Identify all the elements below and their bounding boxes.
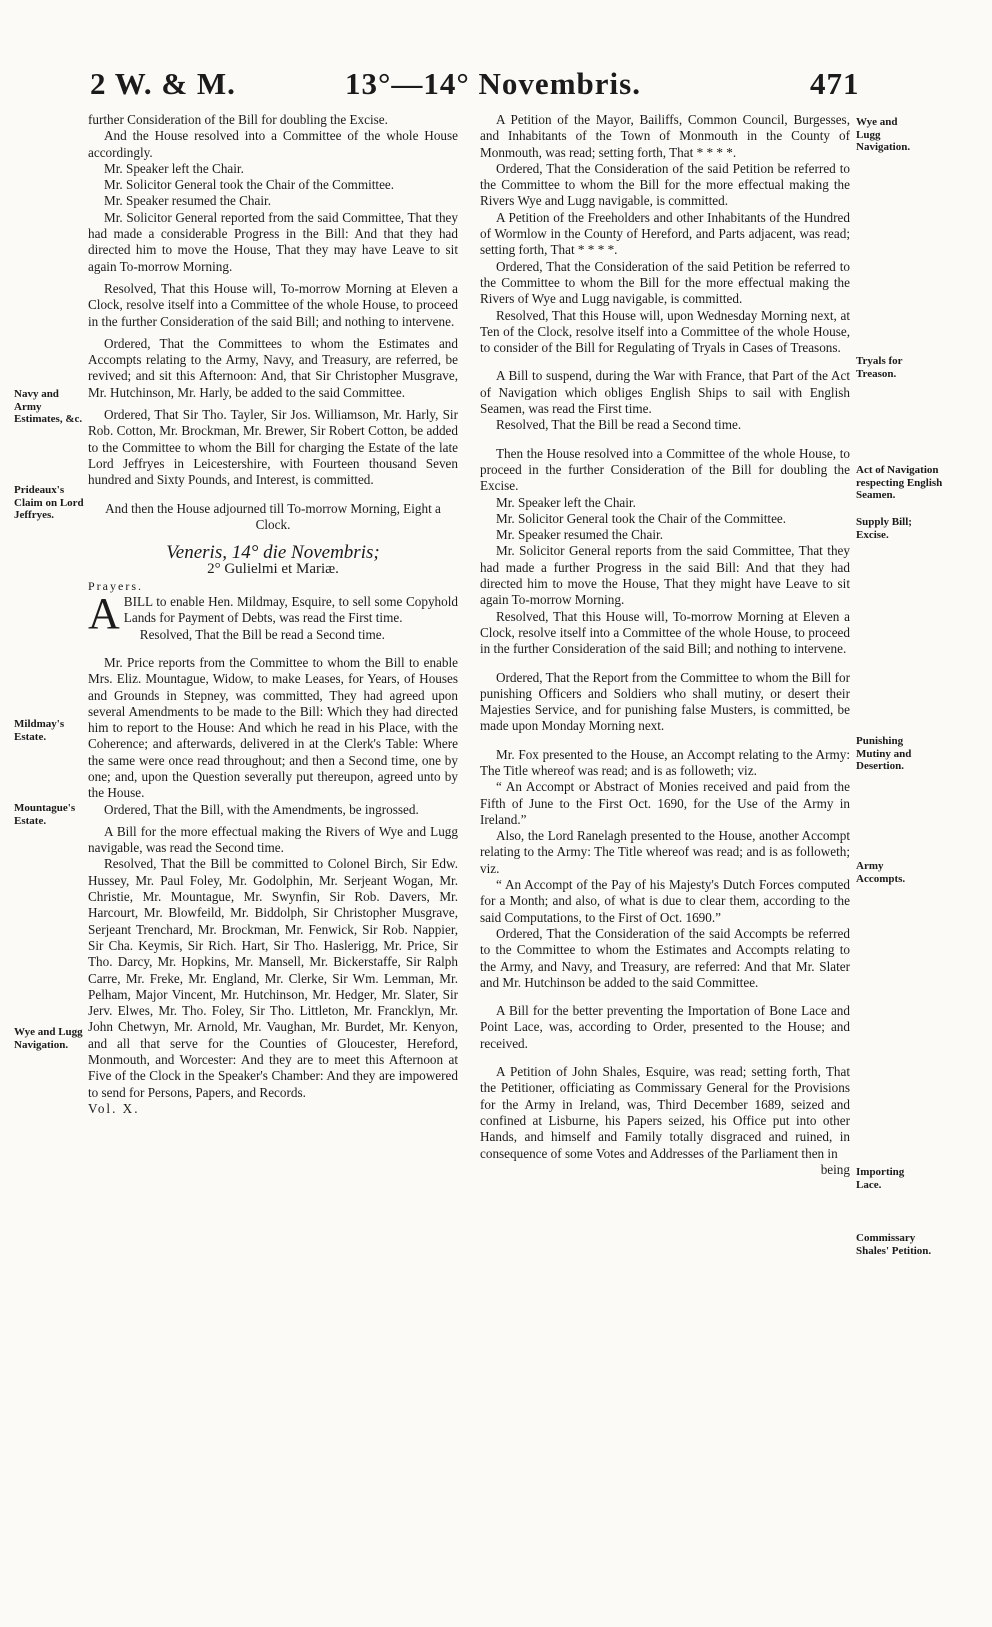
volume-marker: Vol. X. <box>88 1100 140 1116</box>
paragraph: Resolved, That the Bill be committed to Colonel Birch, Sir Edw. Hussey, Mr. Paul Foley, Mr. Godolphin, Mr. Serjeant Wogan, Mr. Christie, Mr. Mountague, Mr. Swynfin, Sir Rob. Davers, Mr. Harcourt, Mr. Blowfeild, Mr. Biddolph, Sir Christopher Musgrave, Serjeant Trenchard, Mr. Brockman, Mr. Fenwick, Sir Rob. Nappier, Sir Cha. Keymis, Sir Rich. Hart, Sir Tho. Haslerigg, Mr. Price, Sir Tho. Darcy, Mr. Hopkins, Mr. Mansell, Mr. Bickerstaffe, Sir Ralph Carre, Mr. Freke, Mr. England, Mr. Clerke, Sir Wm. Lemman, Mr. Pelham, Major Vincent, Mr. Hutchinson, Mr. Hedger, Mr. Slater, Sir Jerv. Elwes, Mr. Tho. Foley, Sir Tho. Littleton, Mr. Francklyn, Mr. John Chetwyn, Mr. Arnold, Mr. Vaughan, Mr. Burdet, Mr. Kenyon, and all that serve for the Counties of Gloucester, Hereford, Monmouth, and Worcester: And they are to meet this Afternoon at Five of the Clock in the Speaker's Chamber: And they are impowered to send for Persons, Papers, and Records. <box>88 856 458 1100</box>
paragraph: Ordered, That Sir Tho. Tayler, Sir Jos. Williamson, Mr. Harly, Sir Rob. Cotton, Mr. Brockman, Mr. Brewer, Sir Robert Cotton, be added to the Committee to whom the Bill for charging the Estate of the late Lord Jeffryes in Leicestershire, with Fourteen thousand Seven hundred and Sixty Pounds, and Interest, is committed. <box>88 407 458 488</box>
paragraph: Also, the Lord Ranelagh presented to the House, another Accompt relating to the Army: The Title whereof was read; and is as followeth; viz. <box>480 828 850 876</box>
paragraph: Ordered, That the Committees to whom the Estimates and Accompts relating to the Army, Navy, and Treasury, are referred, be revived; and sit this Afternoon: And, that Sir Christopher Musgrave, Mr. Hutchinson, Mr. Harly, be added to the said Committee. <box>88 335 458 400</box>
margin-note: Mountague's Estate. <box>14 802 76 827</box>
right-column <box>480 112 850 1178</box>
paragraph: Then the House resolved into a Committee of the whole House, to proceed in the further Consideration of the Bill for doubling the Excise. <box>480 445 850 494</box>
paragraph: A Bill to suspend, during the War with France, that Part of the Act of Navigation which obliges English Ships to sail with English Seamen, was read the First time. <box>480 368 850 417</box>
margin-note: Supply Bill; Excise. <box>856 516 912 541</box>
paragraph: Resolved, That the Bill be read a Second time. <box>496 417 742 433</box>
margin-note: Wye and Lugg Navigation. <box>14 1026 83 1051</box>
prayers-heading: Prayers. <box>88 578 143 593</box>
paragraph: Ordered, That the Report from the Committee to whom the Bill for punishing Officers and Soldiers who shall mutiny, or desert their Majesties Service, and for punishing false Musters, is committed, be made upon Monday Morning next. <box>480 669 850 734</box>
paragraph: A Petition of John Shales, Esquire, was read; setting forth, That the Petitioner, officiating as Commissary General for the Provisions for the Army in Ireland, was, Third December 1689, seized and confined at Lisburne, his Papers seized, his Office put into other Hands, and himself and Family totally disgraced and ruined, in consequence of some Votes and Addresses of the Parliament then in <box>480 1064 850 1161</box>
margin-note: Act of Navigation respecting English Seamen. <box>856 464 943 501</box>
paragraph-text: BILL to enable Hen. Mildmay, Esquire, to sell some Copyhold Lands for Payment of Debts, was read the First time. <box>123 594 458 626</box>
paragraph: Ordered, That the Consideration of the said Petition be referred to the Committee to whom the Bill for the more effectual making the Rivers of Wye and Lugg navigable, is committed. <box>480 258 850 307</box>
paragraph: Resolved, That this House will, To-morrow Morning at Eleven a Clock, resolve itself into a Committee of the whole House, to proceed in the further Consideration of the said Bill; and nothing to intervene. <box>480 608 850 657</box>
paragraph: Ordered, That the Bill, with the Amendments, be ingrossed. <box>104 801 419 817</box>
paragraph: Mr. Fox presented to the House, an Accompt relating to the Army: The Title whereof was read; and is as followeth; viz. <box>480 746 850 778</box>
quotation: “ An Accompt of the Pay of his Majesty's Dutch Forces computed for a Month; and also, of what is due to clear them, according to the said Computations, to the First of Oct. 1690.” <box>480 877 850 925</box>
margin-note: Army Accompts. <box>856 860 906 885</box>
paragraph: Mr. Speaker resumed the Chair. <box>496 527 663 543</box>
paragraph: Mr. Solicitor General took the Chair of the Committee. <box>496 510 787 526</box>
margin-note: Mildmay's Estate. <box>14 718 65 743</box>
page-header <box>0 66 992 106</box>
adjournment-note: And then the House adjourned till To-morrow Morning, Eight a Clock. <box>105 500 441 532</box>
left-column <box>88 112 458 1117</box>
paragraph: Mr. Solicitor General reports from the said Committee, That they had made a further Progress in the said Bill: And that they had directed him to move the House, That they might have Leave to sit again To-morrow Morning. <box>480 543 850 608</box>
paragraph: Mr. Solicitor General took the Chair of the Committee. <box>104 177 395 193</box>
paragraph: A Petition of the Freeholders and other Inhabitants of the Hundred of Wormlow in the County of Hereford, and Parts adjacent, was read; setting forth, That * * * *. <box>480 209 850 258</box>
paragraph: Mr. Speaker left the Chair. <box>104 160 244 176</box>
paragraph: further Consideration of the Bill for doubling the Excise. <box>88 112 388 127</box>
margin-note: Wye and Lugg Navigation. <box>856 116 911 153</box>
paragraph: Mr. Solicitor General reported from the said Committee, That they had made a considerable Progress in the Bill: And that they had directed him to move the House, That they may have Leave to sit again To-morrow Morning. <box>88 209 458 274</box>
paragraph: A Bill for the more effectual making the Rivers of Wye and Lugg navigable, was read the Second time. <box>88 823 458 856</box>
paragraph: A Petition of the Mayor, Bailiffs, Common Council, Burgesses, and Inhabitants of the Town of Monmouth in the County of Monmouth, was read; setting forth, That * * * *. <box>480 112 850 160</box>
margin-note: Navy and Army Estimates, &c. <box>14 388 83 425</box>
paragraph: A Bill for the better preventing the Importation of Bone Lace and Point Lace, was, according to Order, presented to the House; and received. <box>480 1003 850 1051</box>
header-page-number: 471 <box>810 66 860 101</box>
margin-note: Importing Lace. <box>856 1166 905 1191</box>
margin-note: Prideaux's Claim on Lord Jeffryes. <box>14 484 84 521</box>
margin-note: Tryals for Treason. <box>856 355 903 380</box>
paragraph: Ordered, That the Consideration of the said Petition be referred to the Committee to whom the Bill for the more effectual making the Rivers Wye and Lugg navigable, is committed. <box>480 160 850 209</box>
paragraph: Resolved, That the Bill be read a Second time. <box>139 626 385 642</box>
paragraph: Ordered, That the Consideration of the said Accompts be referred to the Committee to whom the Estimates and Accompts relating to the Army, and Navy, and Treasury, are referred: And that Mr. Slater and Mr. Hutchinson be added to the said Committee. <box>480 925 850 990</box>
regnal-date: 2° Gulielmi et Mariæ. <box>207 561 339 578</box>
paragraph: And the House resolved into a Committee of the whole House accordingly. <box>88 128 458 160</box>
header-regnal-year: 2 W. & M. <box>90 66 236 101</box>
quotation: “ An Accompt or Abstract of Monies received and paid from the Fifth of June to the First Oct. 1690, for the Use of the Army in Ireland.” <box>480 779 850 827</box>
drop-cap: A <box>88 589 120 639</box>
margin-note: Punishing Mutiny and Desertion. <box>856 735 912 772</box>
paragraph: Resolved, That this House will, To-morrow Morning at Eleven a Clock, resolve itself into a Committee of the whole House, to proceed in the further Consideration of the said Bill; and nothing to intervene. <box>88 280 458 329</box>
catchword: being <box>820 1161 850 1177</box>
paragraph: Mr. Price reports from the Committee to whom the Bill to enable Mrs. Eliz. Mountague, Widow, to make Leases, for Years, of Houses and Grounds in Stepney, was committed, They had agreed upon several Amendments to be made to the Bill: Which they had directed him to report to the House: And which he read in his Place, with the Coherence; and afterwards, delivered in at the Clerk's Table: Where the same were once read throughout; and then a Second time, one by one; and, upon the Question severally put thereupon, agreed unto by the House. <box>88 654 458 801</box>
margin-note: Commissary Shales' Petition. <box>856 1232 932 1257</box>
header-dates: 13°—14° Novembris. <box>345 66 641 101</box>
paragraph: Mr. Speaker resumed the Chair. <box>104 193 271 209</box>
sitting-date: Veneris, 14° die Novembris; <box>166 542 380 564</box>
paragraph: Resolved, That this House will, upon Wednesday Morning next, at Ten of the Clock, resolve itself into a Committee of the whole House, to consider of the Bill for Regulating of Tryals in Cases of Treasons. <box>480 307 850 356</box>
paragraph: Mr. Speaker left the Chair. <box>496 494 636 510</box>
